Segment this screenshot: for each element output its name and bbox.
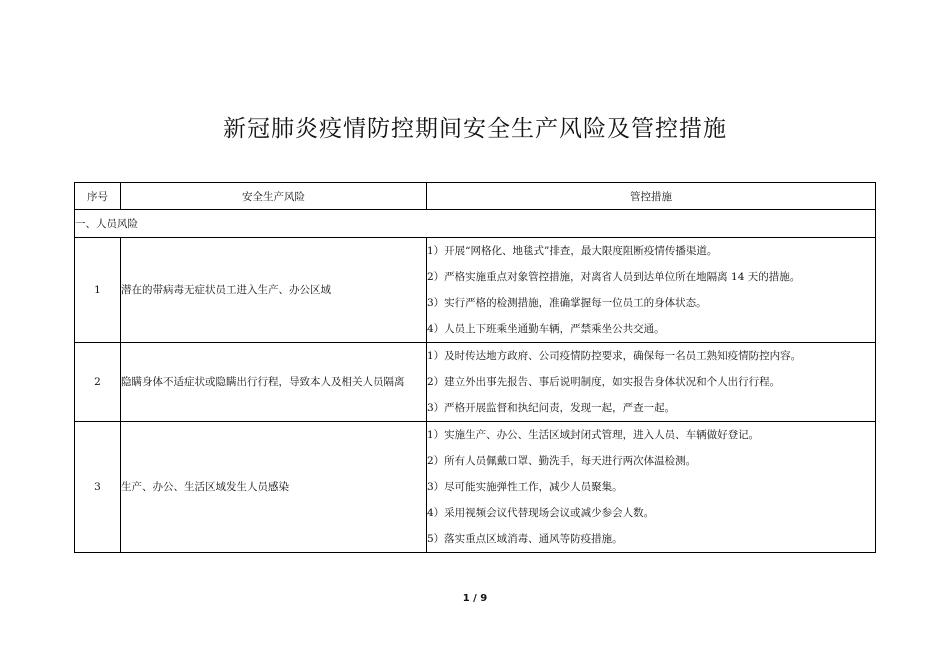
page-number: 1 / 9 (462, 593, 488, 604)
row-risk: 潜在的带病毒无症状员工进入生产、办公区域 (121, 238, 427, 343)
measure-item: 3）实行严格的检测措施，准确掌握每一位员工的身体状态。 (427, 297, 707, 309)
row-no: 1 (75, 238, 121, 343)
row-measures (427, 343, 876, 422)
row-risk: 生产、办公、生活区域发生人员感染 (121, 422, 427, 553)
measure-item: 1）及时传达地方政府、公司疫情防控要求，确保每一名员工熟知疫情防控内容。 (427, 350, 802, 362)
table-row (75, 238, 876, 343)
row-no: 3 (75, 422, 121, 553)
row-no: 2 (75, 343, 121, 422)
measure-item: 4）采用视频会议代替现场会议或减少参会人数。 (427, 507, 655, 519)
document-title: 新冠肺炎疫情防控期间安全生产风险及管控措施 (223, 116, 727, 142)
row-measures (427, 238, 876, 343)
table-header-row (75, 183, 876, 210)
section-row (75, 210, 876, 238)
section-label: 一、人员风险 (75, 210, 876, 238)
measure-item: 3）严格开展监督和执纪问责，发现一起，严查一起。 (427, 402, 676, 414)
measure-item: 2）所有人员佩戴口罩、勤洗手，每天进行两次体温检测。 (427, 455, 697, 467)
measure-item: 2）严格实施重点对象管控措施，对离省人员到达单位所在地隔离 14 天的措施。 (427, 271, 801, 283)
row-measures (427, 422, 876, 553)
measure-item: 2）建立外出事先报告、事后说明制度，如实报告身体状况和个人出行行程。 (427, 376, 781, 388)
measure-item: 1）开展“网格化、地毯式”排查，最大限度阻断疫情传播渠道。 (427, 245, 718, 257)
header-no: 序号 (75, 183, 121, 210)
risk-control-table (74, 182, 876, 553)
table-row (75, 422, 876, 553)
header-risk: 安全生产风险 (121, 183, 427, 210)
measure-item: 3）尽可能实施弹性工作，减少人员聚集。 (427, 481, 623, 493)
measure-item: 4）人员上下班乘坐通勤车辆，严禁乘坐公共交通。 (427, 323, 665, 335)
table-row (75, 343, 876, 422)
header-measures: 管控措施 (427, 183, 876, 210)
measure-item: 5）落实重点区域消毒、通风等防疫措施。 (427, 533, 623, 545)
row-risk: 隐瞒身体不适症状或隐瞒出行行程，导致本人及相关人员隔离 (121, 343, 427, 422)
measure-item: 1）实施生产、办公、生活区域封闭式管理，进入人员、车辆做好登记。 (427, 429, 760, 441)
